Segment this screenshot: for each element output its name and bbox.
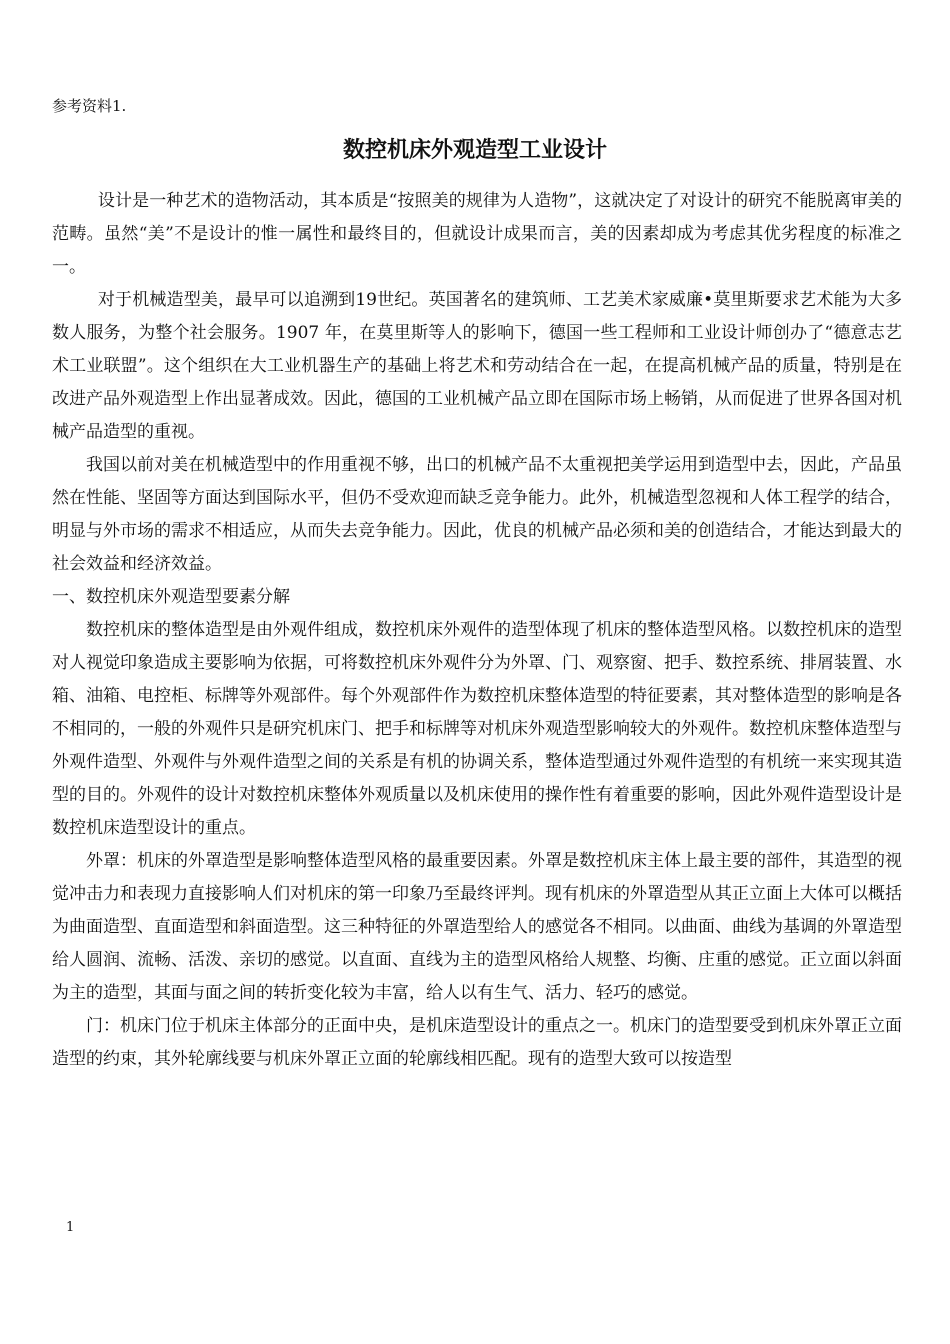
document-title: 数控机床外观造型工业设计: [342, 138, 607, 163]
intro-paragraph-1: 设计是一种艺术的造物活动，其本质是“按照美的规律为人造物”，这就决定了对设计的研究不能脱离审美的范畴。虽然“美”不是设计的惟一属性和最终目的，但就设计成果而言，美的因素却成为考虑其优劣程度的标准之一。: [52, 191, 902, 277]
section-paragraph-door: 门：机床门位于机床主体部分的正面中央，是机床造型设计的重点之一。机床门的造型要受到机床外罩正立面造型的约束，其外轮廓线要与机床外罩正立面的轮廓线相匹配。现有的造型大致可以按造型: [52, 1016, 902, 1069]
section-heading: 一、数控机床外观造型要素分解: [52, 587, 290, 607]
document-body: [52, 185, 902, 1076]
section-paragraph-1: 数控机床的整体造型是由外观件组成，数控机床外观件的造型体现了机床的整体造型风格。以数控机床的造型对人视觉印象造成主要影响为依据，可将数控机床外观件分为外罩、门、观察窗、把手、数控系统、排屑装置、水箱、油箱、电控柜、标牌等外观部件。每个外观部件作为数控机床整体造型的特征要素，其对整体造型的影响是各不相同的，一般的外观件只是研究机床门、把手和标牌等对机床外观造型影响较大的外观件。数控机床整体造型与外观件造型、外观件与外观件造型之间的关系是有机的协调关系，整体造型通过外观件造型的有机统一来实现其造型的目的。外观件的设计对数控机床整体外观质量以及机床使用的操作性有着重要的影响，因此外观件造型设计是数控机床造型设计的重点。: [52, 620, 902, 838]
page-number: 1: [66, 1220, 75, 1235]
section-paragraph-cover: 外罩：机床的外罩造型是影响整体造型风格的最重要因素。外罩是数控机床主体上最主要的部件，其造型的视觉冲击力和表现力直接影响人们对机床的第一印象乃至最终评判。现有机床的外罩造型从其正立面上大体可以概括为曲面造型、直面造型和斜面造型。这三种特征的外罩造型给人的感觉各不相同。以曲面、曲线为基调的外罩造型给人圆润、流畅、活泼、亲切的感觉。以直面、直线为主的造型风格给人规整、均衡、庄重的感觉。正立面以斜面为主的造型，其面与面之间的转折变化较为丰富，给人以有生气、活力、轻巧的感觉。: [52, 851, 902, 1003]
intro-paragraph-2: 对于机械造型美，最早可以追溯到19世纪。英国著名的建筑师、工艺美术家威廉•莫里斯要求艺术能为大多数人服务，为整个社会服务。1907 年，在莫里斯等人的影响下，德国一些工程师和工业设计师创办了“德意志艺术工业联盟”。这个组织在大工业机器生产的基础上将艺术和劳动结合在一起，在提高机械产品的质量，特别是在改进产品外观造型上作出显著成效。因此，德国的工业机械产品立即在国际市场上畅销，从而促进了世界各国对机械产品造型的重视。: [52, 290, 902, 442]
reference-label: 参考资料1.: [52, 97, 127, 115]
intro-paragraph-3: 我国以前对美在机械造型中的作用重视不够，出口的机械产品不太重视把美学运用到造型中去，因此，产品虽然在性能、坚固等方面达到国际水平，但仍不受欢迎而缺乏竞争能力。此外，机械造型忽视和人体工程学的结合，明显与外市场的需求不相适应，从而失去竞争能力。因此，优良的机械产品必须和美的创造结合，才能达到最大的社会效益和经济效益。: [52, 455, 902, 574]
